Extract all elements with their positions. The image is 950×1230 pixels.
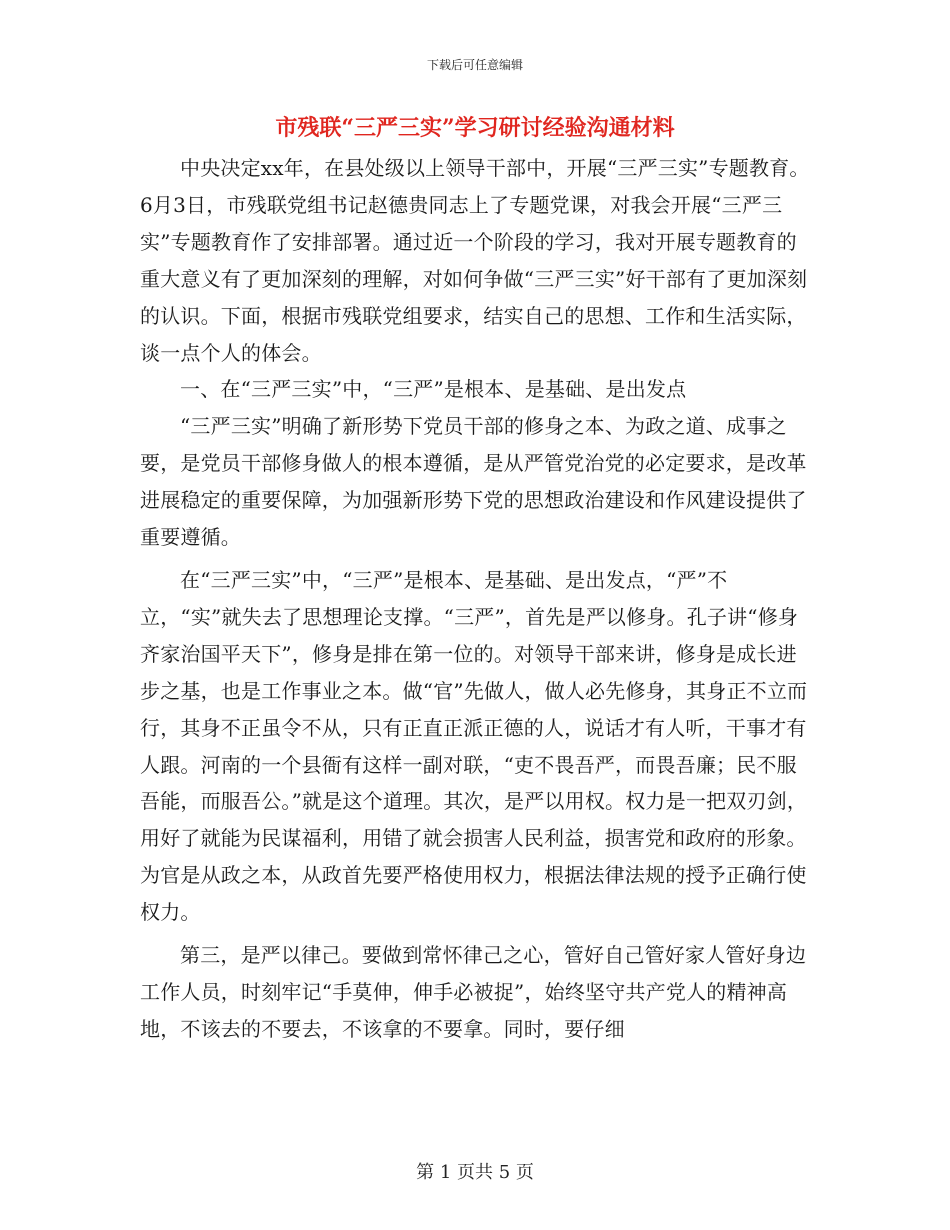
- paragraph-intro: 中央决定xx年，在县处级以上领导干部中，开展“三严三实”专题教育。6月3日，市残联党组书记赵德贵同志上了专题党课，对我会开展“三严三实”专题教育作了安排部署。通过近一个阶段的学习，我对开展专题教育的重大意义有了更加深刻的理解，对如何争做“三严三实”好干部有了更加深刻的认识。下面，根据市残联党组要求，结实自己的思想、工作和生活实际，谈一点个人的体会。: [140, 156, 810, 365]
- section-heading-one: 一、在“三严三实”中，“三严”是根本、是基础、是出发点: [180, 377, 687, 402]
- paragraph-three-strict-meaning: “三严三实”明确了新形势下党员干部的修身之本、为政之道、成事之要，是党员干部修身做人的根本遵循，是从严管党治党的必定要求，是改革进展稳定的重要保障，为加强新形势下党的思想政治建设和作风建设提供了重要遵循。: [140, 414, 807, 550]
- paragraph-strict-foundation: 在“三严三实”中，“三严”是根本、是基础、是出发点，“严”不立，“实”就失去了思想理论支撑。“三严”，首先是严以修身。孔子讲“修身齐家治国平天下”，修身是排在第一位的。对领导干部来讲，修身是成长进步之基，也是工作事业之本。做“官”先做人，做人必先修身，其身正不立而行，其身不正虽令不从，只有正直正派正德的人，说话才有人听，干事才有人跟。河南的一个县衙有这样一副对联，“吏不畏吾严，而畏吾廉；民不服吾能，而服吾公。”就是这个道理。其次，是严以用权。权力是一把双刃剑，用好了就能为民谋福利，用错了就会损害人民利益，损害党和政府的形象。为官是从政之本，从政首先要严格使用权力，根据法律法规的授予正确行使权力。: [140, 567, 808, 925]
- page-footer-number: 第 1 页共 5 页: [416, 1162, 534, 1183]
- paragraph-self-discipline: 第三，是严以律己。要做到常怀律己之心，管好自己管好家人管好身边工作人员，时刻牢记“手莫伸，伸手必被捉”，始终坚守共产党人的精神高地，不该去的不要去，不该拿的不要拿。同时，要仔细: [140, 943, 807, 1041]
- document-title: 市残联“三严三实”学习研讨经验沟通材料: [275, 115, 675, 141]
- document-body: [140, 150, 810, 1048]
- page-header-note: 下载后可任意编辑: [426, 58, 523, 72]
